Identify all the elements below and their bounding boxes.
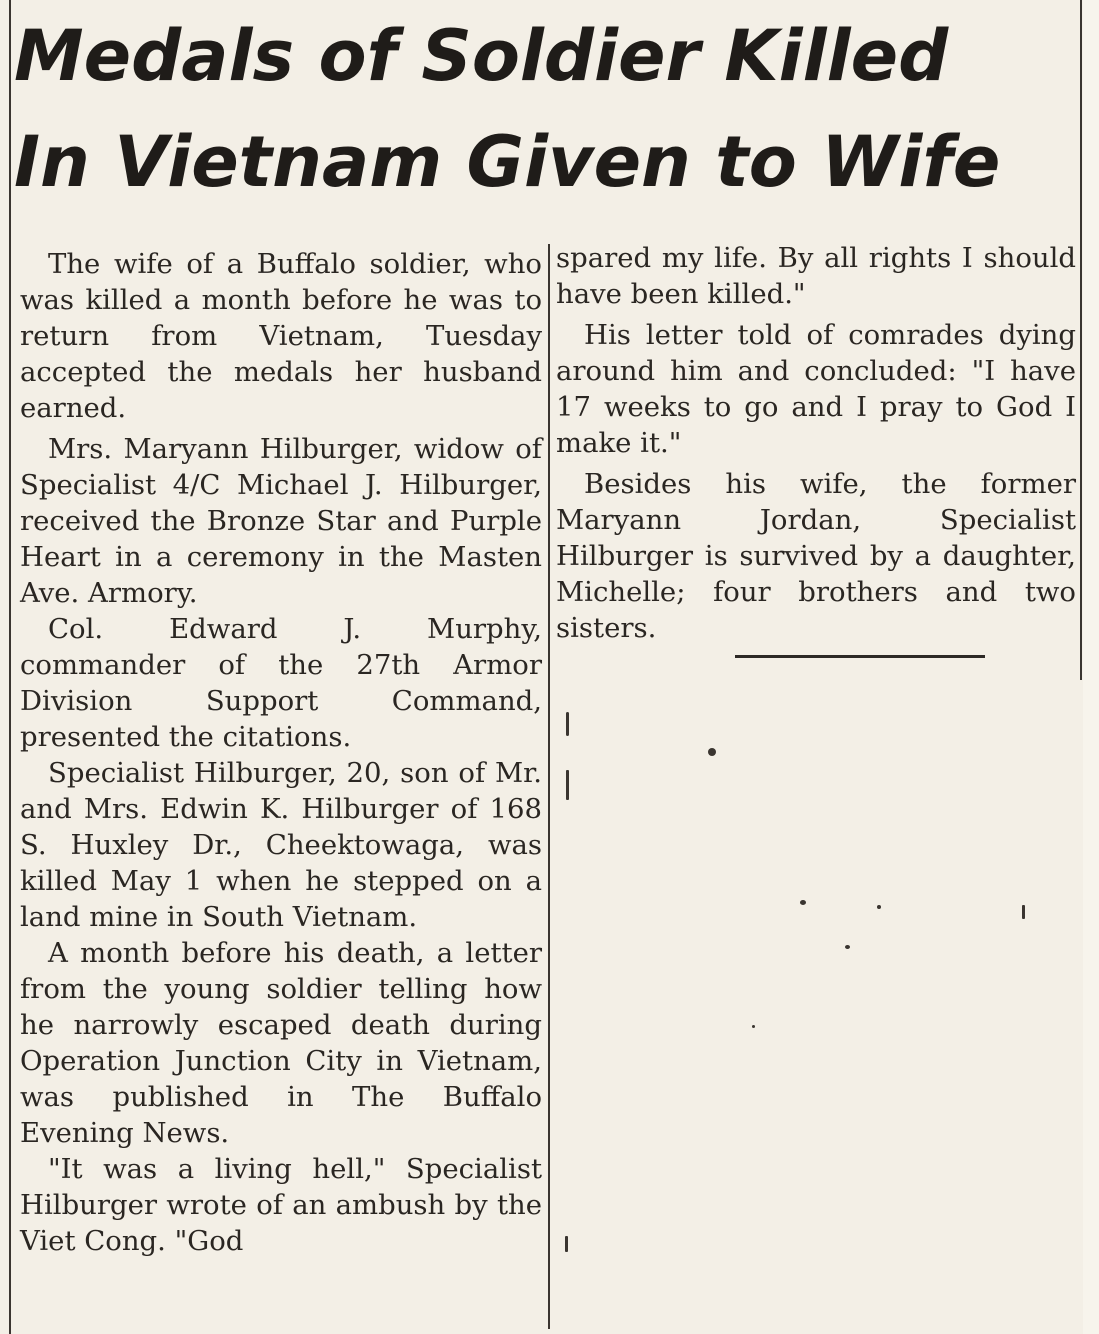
article-paragraph: Besides his wife, the former Maryann Jordan, Specialist Hilburger is survived by a daughter, Michelle; four brothers and two sisters. bbox=[556, 468, 1076, 644]
article-paragraph: The wife of a Buffalo soldier, who was killed a month before he was to return from Vietnam, Tuesday accepted the medals her husband earned. bbox=[20, 248, 542, 424]
article-paragraph: A month before his death, a letter from the young soldier telling how he narrowly escaped death during Operation Junction City in Vietnam, was published in The Buffalo Evening News. bbox=[20, 937, 542, 1149]
headline-line-1: Medals of Soldier Killed bbox=[14, 15, 949, 97]
article-paragraph: spared my life. By all rights I should have been killed." bbox=[556, 242, 1076, 310]
article-paragraph: "It was a living hell," Specialist Hilburger wrote of an ambush by the Viet Cong. "God bbox=[20, 1153, 542, 1257]
print-speck bbox=[752, 1025, 755, 1028]
article-paragraph: Mrs. Maryann Hilburger, widow of Specialist 4/C Michael J. Hilburger, received the Bronze Star and Purple Heart in a ceremony in the Masten Ave. Armory. bbox=[20, 433, 542, 609]
print-speck bbox=[708, 748, 716, 756]
print-speck bbox=[566, 770, 569, 800]
article-paragraph: His letter told of comrades dying around him and concluded: "I have 17 weeks to go and I pray to God I make it." bbox=[556, 319, 1076, 459]
column-divider-rule bbox=[548, 244, 550, 1329]
print-speck bbox=[845, 945, 850, 949]
print-speck bbox=[566, 712, 569, 736]
article-paragraph: Specialist Hilburger, 20, son of Mr. and Mrs. Edwin K. Hilburger of 168 S. Huxley Dr., Cheektowaga, was killed May 1 when he stepped on a land mine in South Vietnam. bbox=[20, 757, 542, 933]
article-left-column bbox=[20, 246, 542, 1259]
left-column-rule bbox=[9, 0, 11, 1334]
print-speck bbox=[877, 905, 881, 909]
right-column-rule bbox=[1080, 0, 1082, 680]
article-right-column bbox=[556, 240, 1076, 646]
print-speck bbox=[1022, 905, 1025, 919]
print-speck bbox=[565, 1236, 568, 1252]
article-end-rule bbox=[735, 655, 985, 658]
print-speck bbox=[800, 900, 806, 905]
headline-line-2: In Vietnam Given to Wife bbox=[14, 121, 1001, 203]
article-paragraph: Col. Edward J. Murphy, commander of the 27th Armor Division Support Command, presented the citations. bbox=[20, 613, 542, 753]
